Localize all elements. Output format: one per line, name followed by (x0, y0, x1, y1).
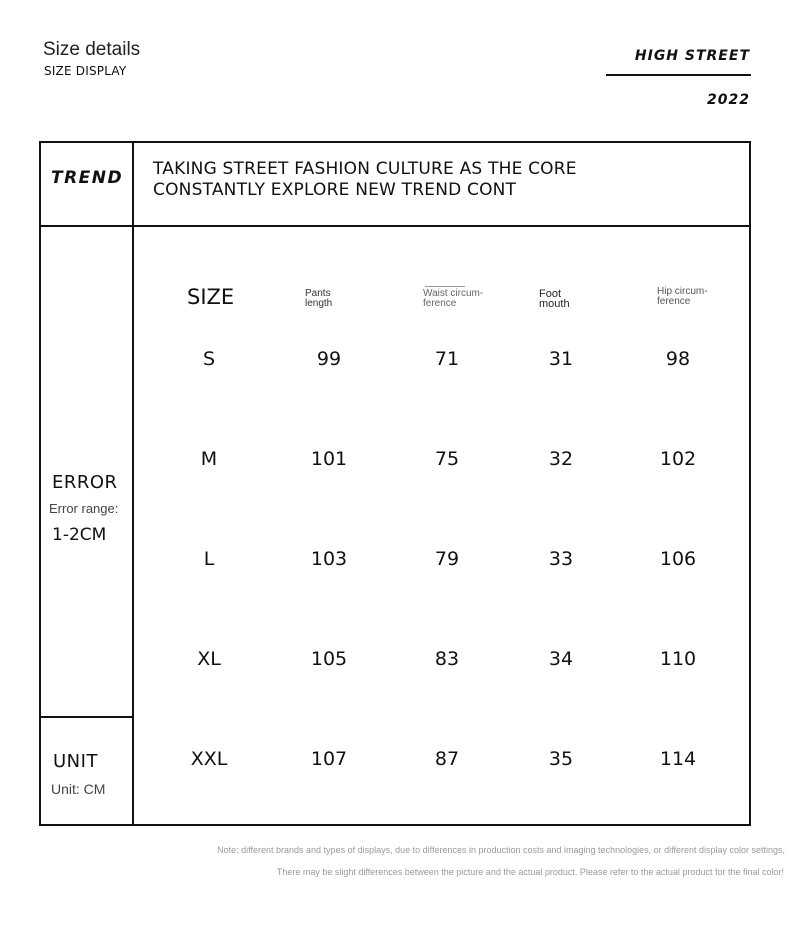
cell-hip: 114 (659, 748, 697, 770)
banner-line-1: TAKING STREET FASHION CULTURE AS THE CORE (153, 159, 577, 179)
cell-pants-length: 107 (310, 748, 348, 770)
header-waist-overline (425, 286, 465, 287)
brand-underline (606, 74, 751, 76)
cell-waist: 75 (434, 448, 460, 470)
size-chart-frame (39, 141, 751, 826)
error-heading: ERROR (52, 472, 118, 493)
trend-tag: TREND (51, 168, 124, 188)
brand-label: HIGH STREET (634, 48, 750, 64)
cell-waist: 83 (434, 648, 460, 670)
header-waist-circumference: Waist circum- ference (423, 288, 484, 309)
cell-pants-length: 103 (310, 548, 348, 570)
frame-divider-top (39, 225, 751, 227)
header-pants-length: Pants length (305, 288, 333, 309)
cell-foot-mouth: 32 (548, 448, 574, 470)
cell-pants-length: 99 (316, 348, 342, 370)
year-label: 2022 (707, 92, 750, 108)
cell-waist: 79 (434, 548, 460, 570)
cell-hip: 102 (659, 448, 697, 470)
cell-foot-mouth: 35 (548, 748, 574, 770)
cell-pants-length: 101 (310, 448, 348, 470)
cell-size: S (202, 348, 216, 370)
cell-foot-mouth: 33 (548, 548, 574, 570)
header-size: SIZE (187, 285, 235, 309)
cell-foot-mouth: 31 (548, 348, 574, 370)
error-range-label: Error range: (49, 501, 119, 516)
frame-divider-vertical (132, 141, 134, 826)
banner-text (153, 159, 577, 201)
page-title: Size details (43, 39, 141, 60)
error-range-value: 1-2CM (52, 525, 107, 545)
header-hip-circumference: Hip circum- ference (657, 286, 708, 307)
cell-waist: 87 (434, 748, 460, 770)
cell-hip: 110 (659, 648, 697, 670)
cell-pants-length: 105 (310, 648, 348, 670)
header-foot-mouth: Foot mouth (539, 288, 570, 310)
disclaimer-note-2: There may be slight differences between the picture and the actual product. Please refer to the actual product for the final color! (276, 867, 784, 877)
cell-size: M (200, 448, 218, 470)
disclaimer-note-1: Note: different brands and types of displays, due to differences in production costs and imaging technologies, or different display color settings, (217, 845, 785, 855)
unit-heading: UNIT (53, 751, 98, 772)
cell-foot-mouth: 34 (548, 648, 574, 670)
cell-size: L (203, 548, 215, 570)
cell-hip: 106 (659, 548, 697, 570)
unit-label: Unit: CM (51, 781, 106, 797)
banner-line-2: CONSTANTLY EXPLORE NEW TREND CONT (153, 180, 517, 200)
page-subtitle: SIZE DISPLAY (44, 64, 127, 78)
cell-size: XL (197, 648, 221, 670)
frame-divider-unit (39, 716, 134, 718)
cell-hip: 98 (665, 348, 691, 370)
cell-waist: 71 (434, 348, 460, 370)
cell-size: XXL (190, 748, 228, 770)
